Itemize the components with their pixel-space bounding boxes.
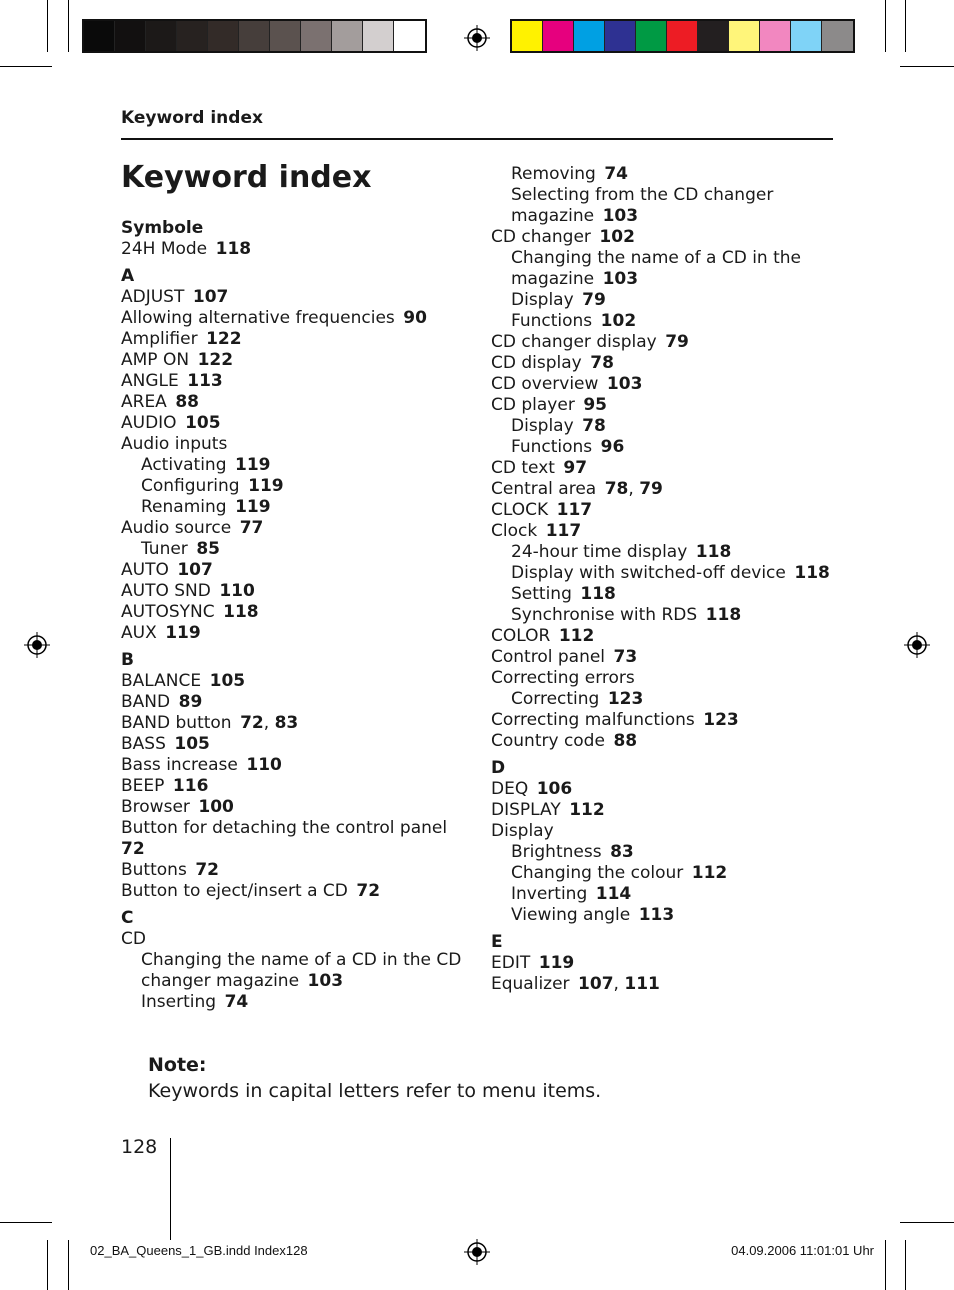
index-term: AUDIO	[121, 413, 177, 433]
page-reference[interactable]: 83	[274, 713, 299, 733]
index-subentry	[121, 992, 466, 1013]
index-term: Clock	[491, 521, 538, 541]
index-term: Button to eject/insert a CD	[121, 881, 348, 901]
crop-mark	[885, 1240, 886, 1290]
page-reference[interactable]: 110	[246, 755, 282, 775]
index-entry	[121, 239, 466, 260]
page-reference[interactable]: 79	[665, 332, 689, 352]
index-entry	[121, 776, 466, 797]
index-entry	[491, 332, 831, 353]
index-subentry	[491, 563, 831, 584]
index-term: Country code	[491, 731, 605, 751]
index-entry	[121, 392, 466, 413]
color-swatch	[605, 21, 636, 51]
slug-file: 02_BA_Queens_1_GB.indd Index128	[90, 1243, 308, 1258]
color-swatch	[574, 21, 605, 51]
color-swatch	[332, 21, 363, 51]
index-subentry	[491, 437, 831, 458]
index-term: Selecting from the CD changer magazine	[511, 185, 774, 226]
page-reference[interactable]: 85	[196, 539, 220, 559]
page-reference[interactable]: 88	[613, 731, 638, 751]
index-term: Inserting	[141, 992, 217, 1012]
index-term: Setting	[511, 584, 572, 604]
page-reference[interactable]: 102	[600, 311, 637, 331]
index-term: Tuner	[141, 539, 188, 559]
index-subentry	[491, 248, 831, 290]
page-reference[interactable]: 113	[187, 371, 223, 391]
index-term: BEEP	[121, 776, 165, 796]
page-reference[interactable]: 123	[607, 689, 644, 709]
index-letter-heading: E	[491, 932, 503, 952]
index-term: ADJUST	[121, 287, 185, 307]
page-reference[interactable]: 123	[703, 710, 739, 730]
page-reference[interactable]: 90	[403, 308, 427, 328]
index-subentry	[491, 605, 831, 626]
running-header: Keyword index	[121, 108, 263, 128]
index-entry	[121, 560, 466, 581]
index-term: Display with switched-off device	[511, 563, 786, 583]
page-reference[interactable]: 95	[583, 395, 607, 415]
index-letter-heading: Symbole	[121, 218, 204, 238]
index-term: EDIT	[491, 953, 531, 973]
index-term: BALANCE	[121, 671, 202, 691]
page-reference[interactable]: 105	[185, 413, 221, 433]
gray-scale-bar	[82, 19, 427, 53]
page-reference[interactable]: 119	[248, 476, 284, 496]
index-entry	[121, 755, 466, 776]
index-term: AUTO SND	[121, 581, 211, 601]
index-entry	[491, 227, 831, 248]
page-reference[interactable]: 102	[599, 227, 635, 247]
color-swatch	[791, 21, 822, 51]
index-subentry	[491, 290, 831, 311]
color-swatch	[394, 21, 425, 51]
registration-mark-icon	[24, 632, 50, 658]
page-reference[interactable]: 74	[224, 992, 249, 1012]
index-term: CD player	[491, 395, 575, 415]
crop-mark	[47, 0, 48, 52]
index-subentry	[121, 539, 466, 560]
index-term: Configuring	[141, 476, 240, 496]
page-reference[interactable]: 117	[556, 500, 593, 520]
index-entry	[121, 860, 466, 881]
page-number-rule	[170, 1138, 171, 1240]
index-subentry	[491, 863, 831, 884]
index-entry	[121, 692, 466, 713]
page-reference[interactable]: 118	[695, 542, 732, 562]
page-reference[interactable]: 110	[219, 581, 255, 601]
index-subentry	[491, 842, 831, 863]
color-swatch	[729, 21, 760, 51]
index-term: 24H Mode	[121, 239, 208, 259]
index-entry	[121, 413, 466, 434]
index-term: Display	[491, 821, 554, 841]
index-term: DEQ	[491, 779, 529, 799]
page-reference[interactable]: 100	[198, 797, 234, 817]
index-entry	[491, 626, 831, 647]
color-swatch	[543, 21, 574, 51]
crop-mark	[900, 1222, 954, 1223]
page-reference[interactable]: 119	[235, 455, 271, 475]
page-reference[interactable]: 79	[639, 479, 663, 499]
index-term: Changing the name of a CD in the CD changer magazine	[141, 950, 462, 991]
index-term: Central area	[491, 479, 597, 499]
slug-datetime: 04.09.2006 11:01:01 Uhr	[731, 1243, 874, 1258]
index-term: Control panel	[491, 647, 606, 667]
page-reference[interactable]: 88	[175, 392, 199, 412]
index-term: CD changer display	[491, 332, 657, 352]
color-swatch	[146, 21, 177, 51]
index-term: CD display	[491, 353, 582, 373]
page-reference[interactable]: 77	[239, 518, 264, 538]
index-term: AMP ON	[121, 350, 190, 370]
page-reference[interactable]: 117	[545, 521, 582, 541]
color-swatch	[760, 21, 791, 51]
index-entry	[121, 287, 466, 308]
index-term: Brightness	[511, 842, 602, 862]
index-letter-heading: C	[121, 908, 134, 928]
index-term: Bass increase	[121, 755, 238, 775]
index-subentry	[491, 689, 831, 710]
index-term: Buttons	[121, 860, 187, 880]
index-entry	[491, 710, 831, 731]
index-term: CLOCK	[491, 500, 549, 520]
page-reference[interactable]: 72	[121, 839, 145, 859]
page-reference[interactable]: 112	[569, 800, 605, 820]
page-reference[interactable]: 122	[197, 350, 234, 370]
index-subentry	[121, 950, 466, 992]
index-subentry	[491, 542, 831, 563]
index-entry	[491, 779, 831, 800]
page-reference[interactable]: 103	[307, 971, 344, 991]
index-term: Renaming	[141, 497, 227, 517]
crop-mark	[68, 1240, 69, 1290]
crop-mark	[905, 0, 906, 52]
page-reference[interactable]: 105	[174, 734, 210, 754]
index-term: AUTO	[121, 560, 169, 580]
page-reference[interactable]: 96	[600, 437, 625, 457]
page-reference[interactable]: 107	[578, 974, 614, 994]
index-term: Browser	[121, 797, 190, 817]
index-entry	[491, 668, 831, 689]
page-reference[interactable]: 112	[558, 626, 595, 646]
page-reference[interactable]: 119	[235, 497, 271, 517]
index-term: Amplifier	[121, 329, 198, 349]
page-reference[interactable]: 118	[705, 605, 742, 625]
index-entry	[491, 458, 831, 479]
index-term: Synchronise with RDS	[511, 605, 698, 625]
index-entry	[491, 374, 831, 395]
index-letter-heading: B	[121, 650, 134, 670]
page-reference[interactable]: 116	[172, 776, 209, 796]
index-term: Changing the colour	[511, 863, 684, 883]
page-reference[interactable]: 118	[215, 239, 252, 259]
page-reference[interactable]: 105	[209, 671, 246, 691]
index-term: Removing	[511, 164, 596, 184]
index-term: BAND button	[121, 713, 232, 733]
color-swatch	[208, 21, 239, 51]
index-term: Changing the name of a CD in the magazine	[511, 248, 802, 289]
page-reference[interactable]: 106	[536, 779, 573, 799]
index-subentry	[121, 476, 466, 497]
index-column-left	[121, 218, 466, 1013]
index-term: AUX	[121, 623, 157, 643]
color-swatch	[177, 21, 208, 51]
page-reference[interactable]: 112	[691, 863, 728, 883]
page-reference[interactable]: 72	[195, 860, 219, 880]
page-reference[interactable]: 118	[580, 584, 616, 604]
index-entry: BAND button 72, 83	[121, 713, 299, 733]
index-entry	[121, 818, 466, 860]
color-swatch	[239, 21, 270, 51]
index-term: AUTOSYNC	[121, 602, 215, 622]
index-entry	[491, 821, 831, 842]
page-reference[interactable]: 114	[595, 884, 632, 904]
page-reference[interactable]: 122	[206, 329, 242, 349]
index-subentry	[121, 497, 466, 518]
page-reference[interactable]: 113	[638, 905, 675, 925]
page-reference[interactable]: 103	[602, 269, 639, 289]
page-reference[interactable]: 79	[582, 290, 606, 310]
crop-mark	[0, 66, 52, 67]
index-term: Display	[511, 290, 574, 310]
index-term: Inverting	[511, 884, 588, 904]
page-reference[interactable]: 72	[240, 713, 264, 733]
index-entry: Equalizer 107, 111	[491, 974, 660, 994]
index-entry	[491, 953, 831, 974]
index-term: CD	[121, 929, 146, 949]
index-entry	[491, 521, 831, 542]
index-subentry	[491, 311, 831, 332]
index-term: CD overview	[491, 374, 599, 394]
index-term: Correcting	[511, 689, 600, 709]
color-swatch	[822, 21, 853, 51]
index-entry	[121, 350, 466, 371]
color-swatch	[270, 21, 301, 51]
index-subentry	[491, 416, 831, 437]
index-subentry	[121, 455, 466, 476]
page-number: 128	[121, 1136, 158, 1158]
index-term: ANGLE	[121, 371, 179, 391]
page-reference[interactable]: 118	[794, 563, 830, 583]
index-entry	[121, 881, 466, 902]
page-reference[interactable]: 97	[563, 458, 588, 478]
index-column-right	[491, 164, 831, 995]
color-swatch	[512, 21, 543, 51]
note-text: Keywords in capital letters refer to menu items.	[148, 1080, 602, 1102]
index-term: BAND	[121, 692, 171, 712]
header-rule	[121, 138, 833, 140]
index-subentry	[491, 185, 831, 227]
index-entry	[491, 647, 831, 668]
index-term: Functions	[511, 437, 593, 457]
page-reference[interactable]: 107	[177, 560, 213, 580]
index-term: Activating	[141, 455, 227, 475]
index-term: Display	[511, 416, 574, 436]
index-subentry	[491, 584, 831, 605]
page-reference[interactable]: 118	[223, 602, 259, 622]
index-term: CD text	[491, 458, 555, 478]
index-entry	[491, 800, 831, 821]
index-entry	[491, 500, 831, 521]
page-reference[interactable]: 119	[165, 623, 201, 643]
color-swatch	[363, 21, 394, 51]
index-entry	[121, 518, 466, 539]
index-entry	[491, 395, 831, 416]
page-reference[interactable]: 83	[610, 842, 634, 862]
crop-mark	[68, 0, 69, 52]
index-term: Audio inputs	[121, 434, 228, 454]
index-term: Functions	[511, 311, 593, 331]
page-reference[interactable]: 73	[613, 647, 638, 667]
crop-mark	[885, 0, 886, 52]
page-reference[interactable]: 78	[582, 416, 606, 436]
page-reference[interactable]: 74	[604, 164, 628, 184]
index-entry	[121, 623, 466, 644]
index-term: Correcting errors	[491, 668, 635, 688]
color-swatch	[84, 21, 115, 51]
page-reference[interactable]: 111	[624, 974, 660, 994]
page-reference[interactable]: 119	[538, 953, 575, 973]
crop-mark	[47, 1240, 48, 1290]
color-swatch	[115, 21, 146, 51]
index-entry	[121, 581, 466, 602]
index-term: 24-hour time display	[511, 542, 688, 562]
note-label: Note:	[148, 1054, 207, 1076]
page-reference[interactable]: 107	[192, 287, 229, 307]
index-subentry	[491, 164, 831, 185]
page-reference[interactable]: 103	[606, 374, 643, 394]
index-term: Viewing angle	[511, 905, 631, 925]
index-letter-heading: A	[121, 266, 135, 286]
color-swatch	[636, 21, 667, 51]
crop-mark	[905, 1240, 906, 1290]
index-entry	[121, 602, 466, 623]
note-box	[148, 1054, 601, 1102]
index-term: COLOR	[491, 626, 551, 646]
page-reference[interactable]: 72	[356, 881, 381, 901]
index-entry	[121, 929, 466, 950]
index-letter-heading: D	[491, 758, 506, 778]
index-term: Equalizer	[491, 974, 570, 994]
registration-mark-icon	[464, 25, 490, 51]
index-term: Allowing alternative frequencies	[121, 308, 395, 328]
index-entry: Central area 78, 79	[491, 479, 663, 499]
index-term: BASS	[121, 734, 166, 754]
registration-mark-icon	[464, 1239, 490, 1265]
page-title: Keyword index	[121, 160, 372, 195]
index-entry	[121, 329, 466, 350]
index-term: Button for detaching the control panel	[121, 818, 448, 838]
color-swatch	[301, 21, 332, 51]
index-entry	[121, 371, 466, 392]
crop-mark	[0, 1222, 52, 1223]
index-entry	[121, 434, 466, 455]
index-entry	[491, 731, 831, 752]
index-term: Correcting malfunctions	[491, 710, 695, 730]
index-subentry	[491, 884, 831, 905]
page-reference[interactable]: 78	[604, 479, 629, 499]
process-color-bar	[510, 19, 855, 53]
page-reference[interactable]: 78	[590, 353, 614, 373]
index-entry	[121, 734, 466, 755]
registration-mark-icon	[904, 632, 930, 658]
index-entry	[121, 797, 466, 818]
crop-mark	[900, 66, 954, 67]
index-entry	[491, 353, 831, 374]
page-reference[interactable]: 89	[178, 692, 203, 712]
index-term: CD changer	[491, 227, 591, 247]
index-term: AREA	[121, 392, 167, 412]
page-reference[interactable]: 103	[602, 206, 639, 226]
index-entry	[121, 308, 466, 329]
color-swatch	[698, 21, 729, 51]
color-swatch	[667, 21, 698, 51]
index-term: DISPLAY	[491, 800, 561, 820]
index-entry	[121, 671, 466, 692]
index-term: Audio source	[121, 518, 232, 538]
index-subentry	[491, 905, 831, 926]
